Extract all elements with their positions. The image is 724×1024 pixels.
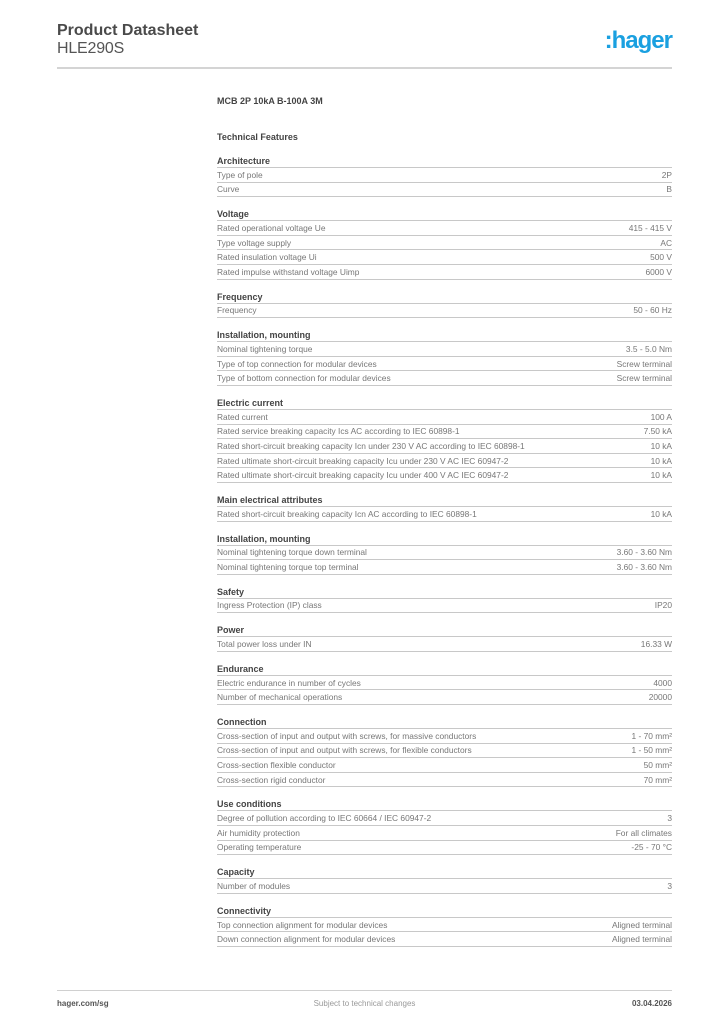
header-divider — [57, 67, 672, 69]
spec-section — [217, 533, 672, 575]
spec-label: Top connection alignment for modular devices — [217, 919, 388, 930]
spec-row — [217, 811, 672, 826]
spec-row — [217, 773, 672, 788]
spec-label: Air humidity protection — [217, 827, 300, 838]
spec-row — [217, 546, 672, 561]
product-name: MCB 2P 10kA B-100A 3M — [217, 96, 323, 106]
spec-row — [217, 918, 672, 933]
footer-divider — [57, 990, 672, 991]
spec-label: Type of bottom connection for modular devices — [217, 373, 391, 384]
spec-label: Cross-section flexible conductor — [217, 760, 336, 771]
spec-section — [217, 663, 672, 705]
spec-row — [217, 758, 672, 773]
spec-row — [217, 304, 672, 319]
page-footer — [57, 998, 672, 1012]
spec-value: 70 mm² — [643, 774, 672, 785]
spec-row — [217, 826, 672, 841]
spec-label: Rated ultimate short-circuit breaking capacity Icu under 400 V AC IEC 60947-2 — [217, 470, 509, 481]
spec-row — [217, 507, 672, 522]
spec-row — [217, 250, 672, 265]
spec-value: 500 V — [650, 252, 672, 263]
spec-row — [217, 454, 672, 469]
footer-notice: Subject to technical changes — [313, 999, 416, 1008]
spec-row — [217, 841, 672, 856]
spec-label: Rated impulse withstand voltage Uimp — [217, 266, 360, 277]
spec-row — [217, 932, 672, 947]
hager-logo: :hager — [604, 27, 672, 54]
spec-label: Cross-section rigid conductor — [217, 774, 326, 785]
spec-value: 1 - 50 mm² — [631, 745, 672, 756]
spec-row — [217, 599, 672, 614]
section-title: Use conditions — [217, 798, 672, 811]
spec-row — [217, 468, 672, 483]
section-title: Connection — [217, 716, 672, 729]
spec-row — [217, 221, 672, 236]
spec-label: Nominal tightening torque down terminal — [217, 547, 367, 558]
footer-website: hager.com/sg — [57, 999, 109, 1008]
spec-row — [217, 676, 672, 691]
spec-value: 10 kA — [650, 455, 672, 466]
spec-value: Aligned terminal — [611, 919, 672, 930]
spec-value: 3 — [667, 813, 672, 824]
spec-row — [217, 342, 672, 357]
spec-row — [217, 183, 672, 198]
spec-value: Screw terminal — [616, 373, 672, 384]
document-title: Product Datasheet — [57, 22, 199, 39]
spec-value: 3 — [667, 881, 672, 892]
spec-value: 100 A — [650, 411, 672, 422]
spec-value: -25 - 70 °C — [631, 842, 672, 853]
spec-value: 2P — [661, 169, 672, 180]
spec-label: Degree of pollution according to IEC 60664 / IEC 60947-2 — [217, 813, 432, 824]
spec-label: Curve — [217, 184, 240, 195]
section-title: Power — [217, 624, 672, 637]
spec-section — [217, 208, 672, 279]
section-title: Endurance — [217, 663, 672, 676]
spec-label: Type voltage supply — [217, 237, 292, 248]
spec-row — [217, 690, 672, 705]
spec-label: Total power loss under IN — [217, 639, 312, 650]
section-title: Frequency — [217, 291, 672, 304]
section-title: Installation, mounting — [217, 533, 672, 546]
spec-value: B — [666, 184, 672, 195]
spec-value: IP20 — [654, 600, 672, 611]
spec-value: 4000 — [653, 677, 672, 688]
spec-label: Ingress Protection (IP) class — [217, 600, 322, 611]
section-title: Capacity — [217, 866, 672, 879]
spec-row — [217, 236, 672, 251]
spec-label: Rated service breaking capacity Ics AC according to IEC 60898-1 — [217, 426, 460, 437]
spec-label: Type of pole — [217, 169, 263, 180]
spec-label: Cross-section of input and output with screws, for flexible conductors — [217, 745, 472, 756]
spec-value: 1 - 70 mm² — [631, 730, 672, 741]
section-title: Safety — [217, 586, 672, 599]
spec-row — [217, 560, 672, 575]
product-code: HLE290S — [57, 40, 125, 57]
spec-section — [217, 494, 672, 522]
spec-label: Nominal tightening torque top terminal — [217, 561, 359, 572]
spec-row — [217, 439, 672, 454]
spec-section — [217, 798, 672, 855]
feature-sections — [217, 155, 672, 947]
section-title: Voltage — [217, 208, 672, 221]
spec-section — [217, 716, 672, 787]
spec-label: Frequency — [217, 305, 257, 316]
spec-label: Electric endurance in number of cycles — [217, 677, 361, 688]
footer-date: 03.04.2026 — [631, 999, 672, 1008]
spec-value: AC — [660, 237, 672, 248]
spec-row — [217, 357, 672, 372]
section-title: Architecture — [217, 155, 672, 168]
spec-section — [217, 291, 672, 319]
spec-section — [217, 329, 672, 386]
spec-section — [217, 155, 672, 197]
page-header — [57, 22, 672, 68]
spec-value: 7.50 kA — [643, 426, 672, 437]
spec-value: 10 kA — [650, 440, 672, 451]
spec-value: 16.33 W — [640, 639, 672, 650]
spec-value: Aligned terminal — [611, 934, 672, 945]
spec-row — [217, 637, 672, 652]
spec-label: Cross-section of input and output with screws, for massive conductors — [217, 730, 477, 741]
spec-label: Rated short-circuit breaking capacity Icn under 230 V AC according to IEC 60898-1 — [217, 440, 525, 451]
spec-row — [217, 410, 672, 425]
spec-value: 50 mm² — [643, 760, 672, 771]
spec-label: Rated ultimate short-circuit breaking capacity Icu under 230 V AC IEC 60947-2 — [217, 455, 509, 466]
spec-value: 10 kA — [650, 508, 672, 519]
section-title: Main electrical attributes — [217, 494, 672, 507]
spec-value: For all climates — [615, 827, 672, 838]
spec-label: Operating temperature — [217, 842, 302, 853]
spec-label: Nominal tightening torque — [217, 343, 313, 354]
spec-value: 50 - 60 Hz — [633, 305, 672, 316]
technical-features-heading: Technical Features — [217, 132, 298, 142]
section-title: Connectivity — [217, 905, 672, 918]
spec-label: Number of modules — [217, 881, 291, 892]
spec-row — [217, 371, 672, 386]
spec-row — [217, 729, 672, 744]
spec-row — [217, 879, 672, 894]
spec-label: Rated current — [217, 411, 268, 422]
spec-row — [217, 265, 672, 280]
spec-section — [217, 624, 672, 652]
spec-row — [217, 425, 672, 440]
spec-value: 3.60 - 3.60 Nm — [616, 547, 672, 558]
spec-label: Number of mechanical operations — [217, 692, 343, 703]
spec-value: 415 - 415 V — [628, 222, 672, 233]
datasheet-content — [217, 94, 672, 947]
spec-label: Rated operational voltage Ue — [217, 222, 326, 233]
spec-value: 3.5 - 5.0 Nm — [625, 343, 672, 354]
spec-label: Rated insulation voltage Ui — [217, 252, 317, 263]
spec-label: Down connection alignment for modular devices — [217, 934, 396, 945]
spec-row — [217, 168, 672, 183]
section-title: Electric current — [217, 397, 672, 410]
spec-section — [217, 397, 672, 483]
spec-value: 10 kA — [650, 470, 672, 481]
spec-value: Screw terminal — [616, 358, 672, 369]
spec-label: Rated short-circuit breaking capacity Icn AC according to IEC 60898-1 — [217, 508, 477, 519]
spec-section — [217, 866, 672, 894]
spec-section — [217, 586, 672, 614]
spec-label: Type of top connection for modular devices — [217, 358, 377, 369]
spec-section — [217, 905, 672, 947]
spec-value: 6000 V — [645, 266, 672, 277]
spec-value: 20000 — [648, 692, 672, 703]
spec-value: 3.60 - 3.60 Nm — [616, 561, 672, 572]
spec-row — [217, 744, 672, 759]
section-title: Installation, mounting — [217, 329, 672, 342]
